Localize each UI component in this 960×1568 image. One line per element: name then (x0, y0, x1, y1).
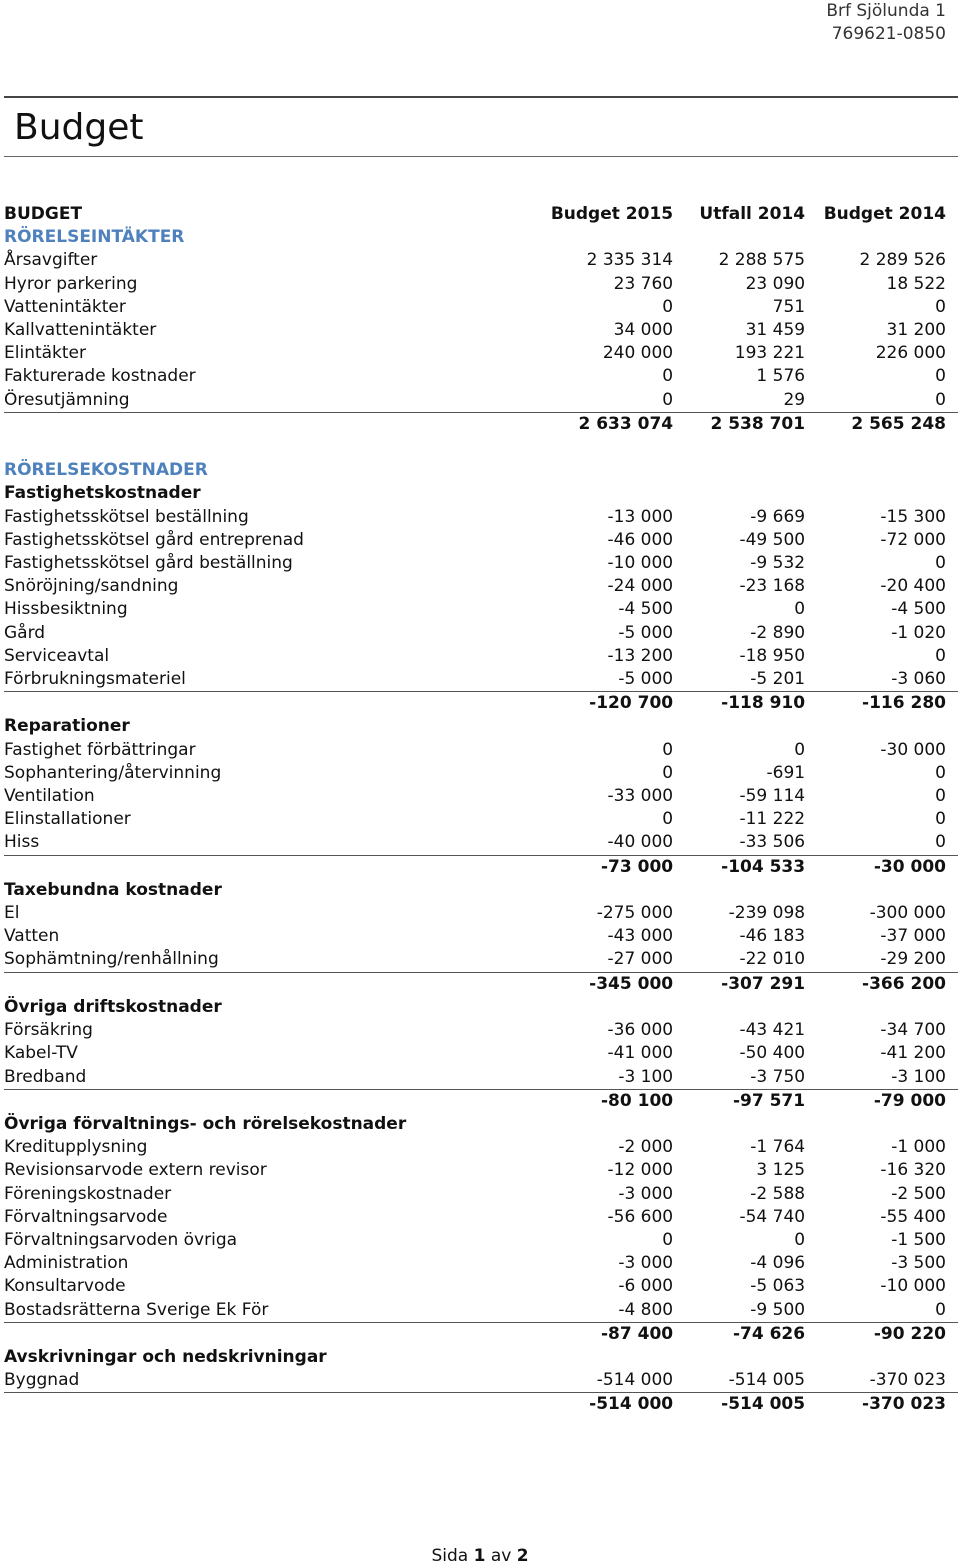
sum-utfall-2014: -97 571 (673, 1089, 805, 1113)
row-budget-2014: -2 500 (891, 1183, 946, 1204)
row-budget-2015: -3 000 (618, 1183, 674, 1204)
table-row (4, 1369, 958, 1393)
row-budget-2015: 240 000 (602, 343, 674, 364)
row-budget-2014: -3 060 (891, 669, 946, 690)
group-heading-label: Avskrivningar och nedskrivningar (4, 1346, 327, 1367)
row-utfall-2014: -1 764 (750, 1137, 806, 1158)
row-budget-2014: -29 200 (880, 949, 946, 970)
table-row (4, 622, 958, 645)
sum-budget-2015: -80 100 (304, 1089, 673, 1113)
table-row (4, 1019, 958, 1042)
row-budget-2014: 18 522 (886, 273, 946, 294)
table-row (4, 506, 958, 529)
group-heading (4, 482, 958, 505)
row-label: Vattenintäkter (4, 296, 126, 317)
table-row (4, 249, 958, 272)
row-label: Elinstallationer (4, 809, 131, 830)
section-costs-label: RÖRELSEKOSTNADER (4, 460, 208, 481)
row-budget-2014: 226 000 (875, 343, 946, 364)
sum-label (4, 972, 304, 996)
row-label: Öresutjämning (4, 389, 130, 410)
row-utfall-2014: 2 288 575 (718, 250, 806, 271)
row-budget-2015: -3 100 (618, 1066, 674, 1087)
budget-table-body (4, 203, 958, 1417)
table-row (4, 925, 958, 948)
row-label: Sophantering/återvinning (4, 762, 222, 783)
row-budget-2014: -1 500 (891, 1229, 946, 1250)
table-row (4, 342, 958, 365)
table-header-row (4, 203, 958, 226)
row-utfall-2014: -239 098 (728, 903, 806, 924)
row-utfall-2014: -22 010 (739, 949, 806, 970)
footer-prefix: Sida (431, 1546, 469, 1566)
row-label: Gård (4, 622, 46, 643)
row-utfall-2014: -43 421 (739, 1020, 806, 1041)
row-budget-2014: -15 300 (880, 506, 946, 527)
table-row (4, 808, 958, 831)
row-budget-2014: -10 000 (880, 1276, 946, 1297)
sum-label (4, 1393, 304, 1417)
row-label: Fakturerade kostnader (4, 366, 196, 387)
row-utfall-2014: 193 221 (734, 343, 806, 364)
row-utfall-2014: -5 201 (750, 669, 806, 690)
table-row (4, 668, 958, 692)
sum-budget-2014: -116 280 (805, 692, 958, 716)
row-budget-2014: -30 000 (880, 739, 946, 760)
row-budget-2015: -40 000 (607, 832, 674, 853)
row-budget-2015: -5 000 (618, 669, 674, 690)
row-budget-2014: 0 (935, 809, 946, 830)
sum-budget-2015: -345 000 (304, 972, 673, 996)
sum-budget-2014: -30 000 (805, 855, 958, 879)
group-heading-label: Reparationer (4, 716, 130, 737)
row-budget-2014: 31 200 (886, 320, 946, 341)
table-row (4, 1299, 958, 1323)
row-budget-2014: -55 400 (880, 1206, 946, 1227)
row-budget-2015: -41 000 (607, 1043, 674, 1064)
row-utfall-2014: -33 506 (739, 832, 806, 853)
group-sum-row (4, 972, 958, 996)
row-budget-2014: -1 020 (891, 622, 946, 643)
row-budget-2015: -13 000 (607, 506, 674, 527)
row-budget-2014: -34 700 (880, 1020, 946, 1041)
sum-utfall-2014: -307 291 (673, 972, 805, 996)
row-utfall-2014: 751 (772, 296, 806, 317)
table-row (4, 948, 958, 972)
group-heading-label: Övriga förvaltnings- och rörelsekostnader (4, 1113, 407, 1134)
row-budget-2014: -1 000 (891, 1137, 946, 1158)
sum-label (4, 692, 304, 716)
row-budget-2014: 2 289 526 (859, 250, 946, 271)
section-income-label: RÖRELSEINTÄKTER (4, 227, 185, 248)
table-row (4, 319, 958, 342)
table-row (4, 1136, 958, 1159)
row-budget-2015: -12 000 (607, 1160, 674, 1181)
section-costs (4, 459, 958, 482)
sum-budget-2015: -87 400 (304, 1322, 673, 1346)
row-budget-2014: -3 100 (891, 1066, 946, 1087)
row-budget-2015: -27 000 (607, 949, 674, 970)
company-name: Brf Sjölunda 1 (826, 1, 946, 21)
group-sum-row (4, 855, 958, 879)
row-budget-2014: 0 (935, 786, 946, 807)
row-budget-2014: 0 (935, 1299, 946, 1320)
row-label: Administration (4, 1253, 129, 1274)
row-budget-2014: 0 (935, 832, 946, 853)
row-utfall-2014: -23 168 (739, 576, 806, 597)
table-row (4, 365, 958, 388)
row-utfall-2014: -18 950 (739, 645, 806, 666)
row-budget-2015: 0 (662, 739, 674, 760)
group-sum-row (4, 1089, 958, 1113)
row-utfall-2014: 29 (783, 389, 806, 410)
row-utfall-2014: -11 222 (739, 809, 806, 830)
sum-budget-2015: -73 000 (304, 855, 673, 879)
row-budget-2015: -33 000 (607, 786, 674, 807)
row-label: Elintäkter (4, 343, 87, 364)
row-label: Förbrukningsmateriel (4, 669, 186, 690)
row-utfall-2014: 1 576 (756, 366, 806, 387)
sum-budget-2015: 2 633 074 (304, 412, 673, 436)
row-budget-2015: 23 760 (613, 273, 674, 294)
row-label: Kabel-TV (4, 1043, 78, 1064)
table-row (4, 529, 958, 552)
row-budget-2014: 0 (935, 645, 946, 666)
row-label: Byggnad (4, 1370, 80, 1391)
row-budget-2015: 34 000 (613, 320, 674, 341)
sum-label (4, 412, 304, 436)
row-label: Snöröjning/sandning (4, 576, 179, 597)
row-utfall-2014: 31 459 (745, 320, 806, 341)
table-row (4, 552, 958, 575)
row-budget-2015: -514 000 (596, 1370, 674, 1391)
table-row (4, 739, 958, 762)
row-utfall-2014: -9 532 (750, 553, 806, 574)
sum-budget-2014: 2 565 248 (805, 412, 958, 436)
spacer-cell (4, 436, 958, 459)
row-budget-2014: 0 (935, 762, 946, 783)
row-label: Föreningskostnader (4, 1183, 172, 1204)
row-label: Bostadsrätterna Sverige Ek För (4, 1299, 269, 1320)
row-utfall-2014: -514 005 (728, 1370, 806, 1391)
row-utfall-2014: 0 (794, 739, 806, 760)
row-budget-2015: 0 (662, 296, 674, 317)
row-utfall-2014: 23 090 (745, 273, 806, 294)
group-heading-label: Taxebundna kostnader (4, 879, 222, 900)
group-heading (4, 1113, 958, 1136)
title-rule (4, 156, 958, 157)
table-row (4, 762, 958, 785)
group-heading-label: Övriga driftskostnader (4, 996, 222, 1017)
row-utfall-2014: -691 (766, 762, 806, 783)
table-row (4, 1206, 958, 1229)
sum-label (4, 855, 304, 879)
row-label: Sophämtning/renhållning (4, 949, 219, 970)
row-budget-2015: -10 000 (607, 553, 674, 574)
sum-label (4, 1089, 304, 1113)
row-label: Fastighetsskötsel beställning (4, 506, 249, 527)
row-budget-2015: -6 000 (618, 1276, 674, 1297)
row-label: Revisionsarvode extern revisor (4, 1160, 267, 1181)
table-row (4, 785, 958, 808)
sum-budget-2014: -366 200 (805, 972, 958, 996)
row-label: Fastighetsskötsel gård beställning (4, 553, 293, 574)
row-budget-2014: -16 320 (880, 1160, 946, 1181)
row-label: Kallvattenintäkter (4, 320, 157, 341)
row-label: Hiss (4, 832, 40, 853)
footer-total: 2 (516, 1546, 529, 1566)
section-income (4, 226, 958, 249)
table-row (4, 1066, 958, 1090)
row-budget-2014: -370 023 (869, 1370, 946, 1391)
row-budget-2014: 0 (935, 553, 946, 574)
group-sum-row (4, 1322, 958, 1346)
row-label: Förvaltningsarvoden övriga (4, 1229, 238, 1250)
row-utfall-2014: -54 740 (739, 1206, 806, 1227)
row-utfall-2014: -3 750 (750, 1066, 806, 1087)
row-label: Kreditupplysning (4, 1137, 148, 1158)
row-label: Försäkring (4, 1020, 93, 1041)
table-row (4, 575, 958, 598)
group-heading (4, 879, 958, 902)
row-utfall-2014: -5 063 (750, 1276, 806, 1297)
row-budget-2015: -4 500 (618, 599, 674, 620)
row-budget-2014: -300 000 (869, 903, 946, 924)
table-row (4, 1159, 958, 1182)
group-sum-row (4, 1393, 958, 1417)
row-budget-2014: -37 000 (880, 926, 946, 947)
header-budget-2014: Budget 2014 (823, 204, 946, 224)
row-budget-2015: -56 600 (607, 1206, 674, 1227)
table-row (4, 1252, 958, 1275)
row-utfall-2014: -4 096 (750, 1253, 806, 1274)
table-row (4, 831, 958, 855)
row-budget-2015: -36 000 (607, 1020, 674, 1041)
row-utfall-2014: -49 500 (739, 529, 806, 550)
row-budget-2015: -275 000 (596, 903, 674, 924)
row-budget-2015: -2 000 (618, 1137, 674, 1158)
row-label: Ventilation (4, 786, 95, 807)
row-budget-2015: -46 000 (607, 529, 674, 550)
row-utfall-2014: -59 114 (739, 786, 806, 807)
sum-budget-2015: -120 700 (304, 692, 673, 716)
row-label: Hissbesiktning (4, 599, 128, 620)
header-budget-2015: Budget 2015 (550, 204, 674, 224)
row-budget-2014: -4 500 (891, 599, 946, 620)
row-budget-2014: 0 (935, 366, 946, 387)
table-row (4, 296, 958, 319)
spacer-row (4, 436, 958, 459)
footer-page: 1 (473, 1546, 486, 1566)
row-utfall-2014: -2 588 (750, 1183, 806, 1204)
row-budget-2015: -24 000 (607, 576, 674, 597)
table-row (4, 1042, 958, 1065)
group-heading (4, 1346, 958, 1369)
row-label: Fastighetsskötsel gård entreprenad (4, 529, 304, 550)
company-block (826, 0, 946, 46)
table-row (4, 598, 958, 621)
row-budget-2015: 2 335 314 (586, 250, 674, 271)
row-budget-2014: 0 (935, 296, 946, 317)
row-budget-2015: -5 000 (618, 622, 674, 643)
row-label: Årsavgifter (4, 250, 98, 271)
row-label: Vatten (4, 926, 60, 947)
row-utfall-2014: -9 669 (750, 506, 806, 527)
budget-table (4, 203, 958, 1417)
footer-sep: av (490, 1546, 512, 1566)
row-budget-2015: 0 (662, 389, 674, 410)
row-budget-2015: 0 (662, 1229, 674, 1250)
page-footer (0, 1544, 960, 1568)
sum-label (4, 1322, 304, 1346)
row-budget-2015: -43 000 (607, 926, 674, 947)
table-row (4, 1183, 958, 1206)
sum-budget-2014: -370 023 (805, 1393, 958, 1417)
sum-utfall-2014: -514 005 (673, 1393, 805, 1417)
row-budget-2015: 0 (662, 762, 674, 783)
page-title: Budget (14, 107, 144, 148)
table-row (4, 273, 958, 296)
group-heading (4, 996, 958, 1019)
row-budget-2014: -3 500 (891, 1253, 946, 1274)
row-utfall-2014: -9 500 (750, 1299, 806, 1320)
row-budget-2015: -3 000 (618, 1253, 674, 1274)
row-budget-2014: -72 000 (880, 529, 946, 550)
row-utfall-2014: -50 400 (739, 1043, 806, 1064)
group-heading-label: Fastighetskostnader (4, 483, 201, 504)
sum-budget-2014: -90 220 (805, 1322, 958, 1346)
table-row (4, 389, 958, 413)
row-utfall-2014: -2 890 (750, 622, 806, 643)
row-budget-2015: -4 800 (618, 1299, 674, 1320)
row-budget-2014: 0 (935, 389, 946, 410)
table-row (4, 645, 958, 668)
row-utfall-2014: 3 125 (756, 1160, 806, 1181)
row-budget-2014: -41 200 (880, 1043, 946, 1064)
row-label: Fastighet förbättringar (4, 739, 196, 760)
row-budget-2015: 0 (662, 366, 674, 387)
table-row (4, 902, 958, 925)
row-label: El (4, 903, 20, 924)
row-budget-2015: -13 200 (607, 645, 674, 666)
sum-utfall-2014: 2 538 701 (673, 412, 805, 436)
row-utfall-2014: -46 183 (739, 926, 806, 947)
row-label: Konsultarvode (4, 1276, 126, 1297)
row-utfall-2014: 0 (794, 1229, 806, 1250)
org-number: 769621-0850 (831, 24, 946, 44)
row-label: Hyror parkering (4, 273, 138, 294)
row-utfall-2014: 0 (794, 599, 806, 620)
group-sum-row (4, 692, 958, 716)
sum-budget-2015: -514 000 (304, 1393, 673, 1417)
sum-utfall-2014: -118 910 (673, 692, 805, 716)
row-budget-2015: 0 (662, 809, 674, 830)
group-heading (4, 715, 958, 738)
table-row (4, 1229, 958, 1252)
header-budget: BUDGET (4, 204, 83, 224)
row-label: Förvaltningsarvode (4, 1206, 168, 1227)
table-row (4, 1275, 958, 1298)
sum-budget-2014: -79 000 (805, 1089, 958, 1113)
row-label: Bredband (4, 1066, 87, 1087)
sum-utfall-2014: -104 533 (673, 855, 805, 879)
header-utfall-2014: Utfall 2014 (699, 204, 806, 224)
row-label: Serviceavtal (4, 645, 110, 666)
sum-utfall-2014: -74 626 (673, 1322, 805, 1346)
income-sum-row (4, 412, 958, 436)
header-rule (4, 96, 958, 98)
row-budget-2014: -20 400 (880, 576, 946, 597)
